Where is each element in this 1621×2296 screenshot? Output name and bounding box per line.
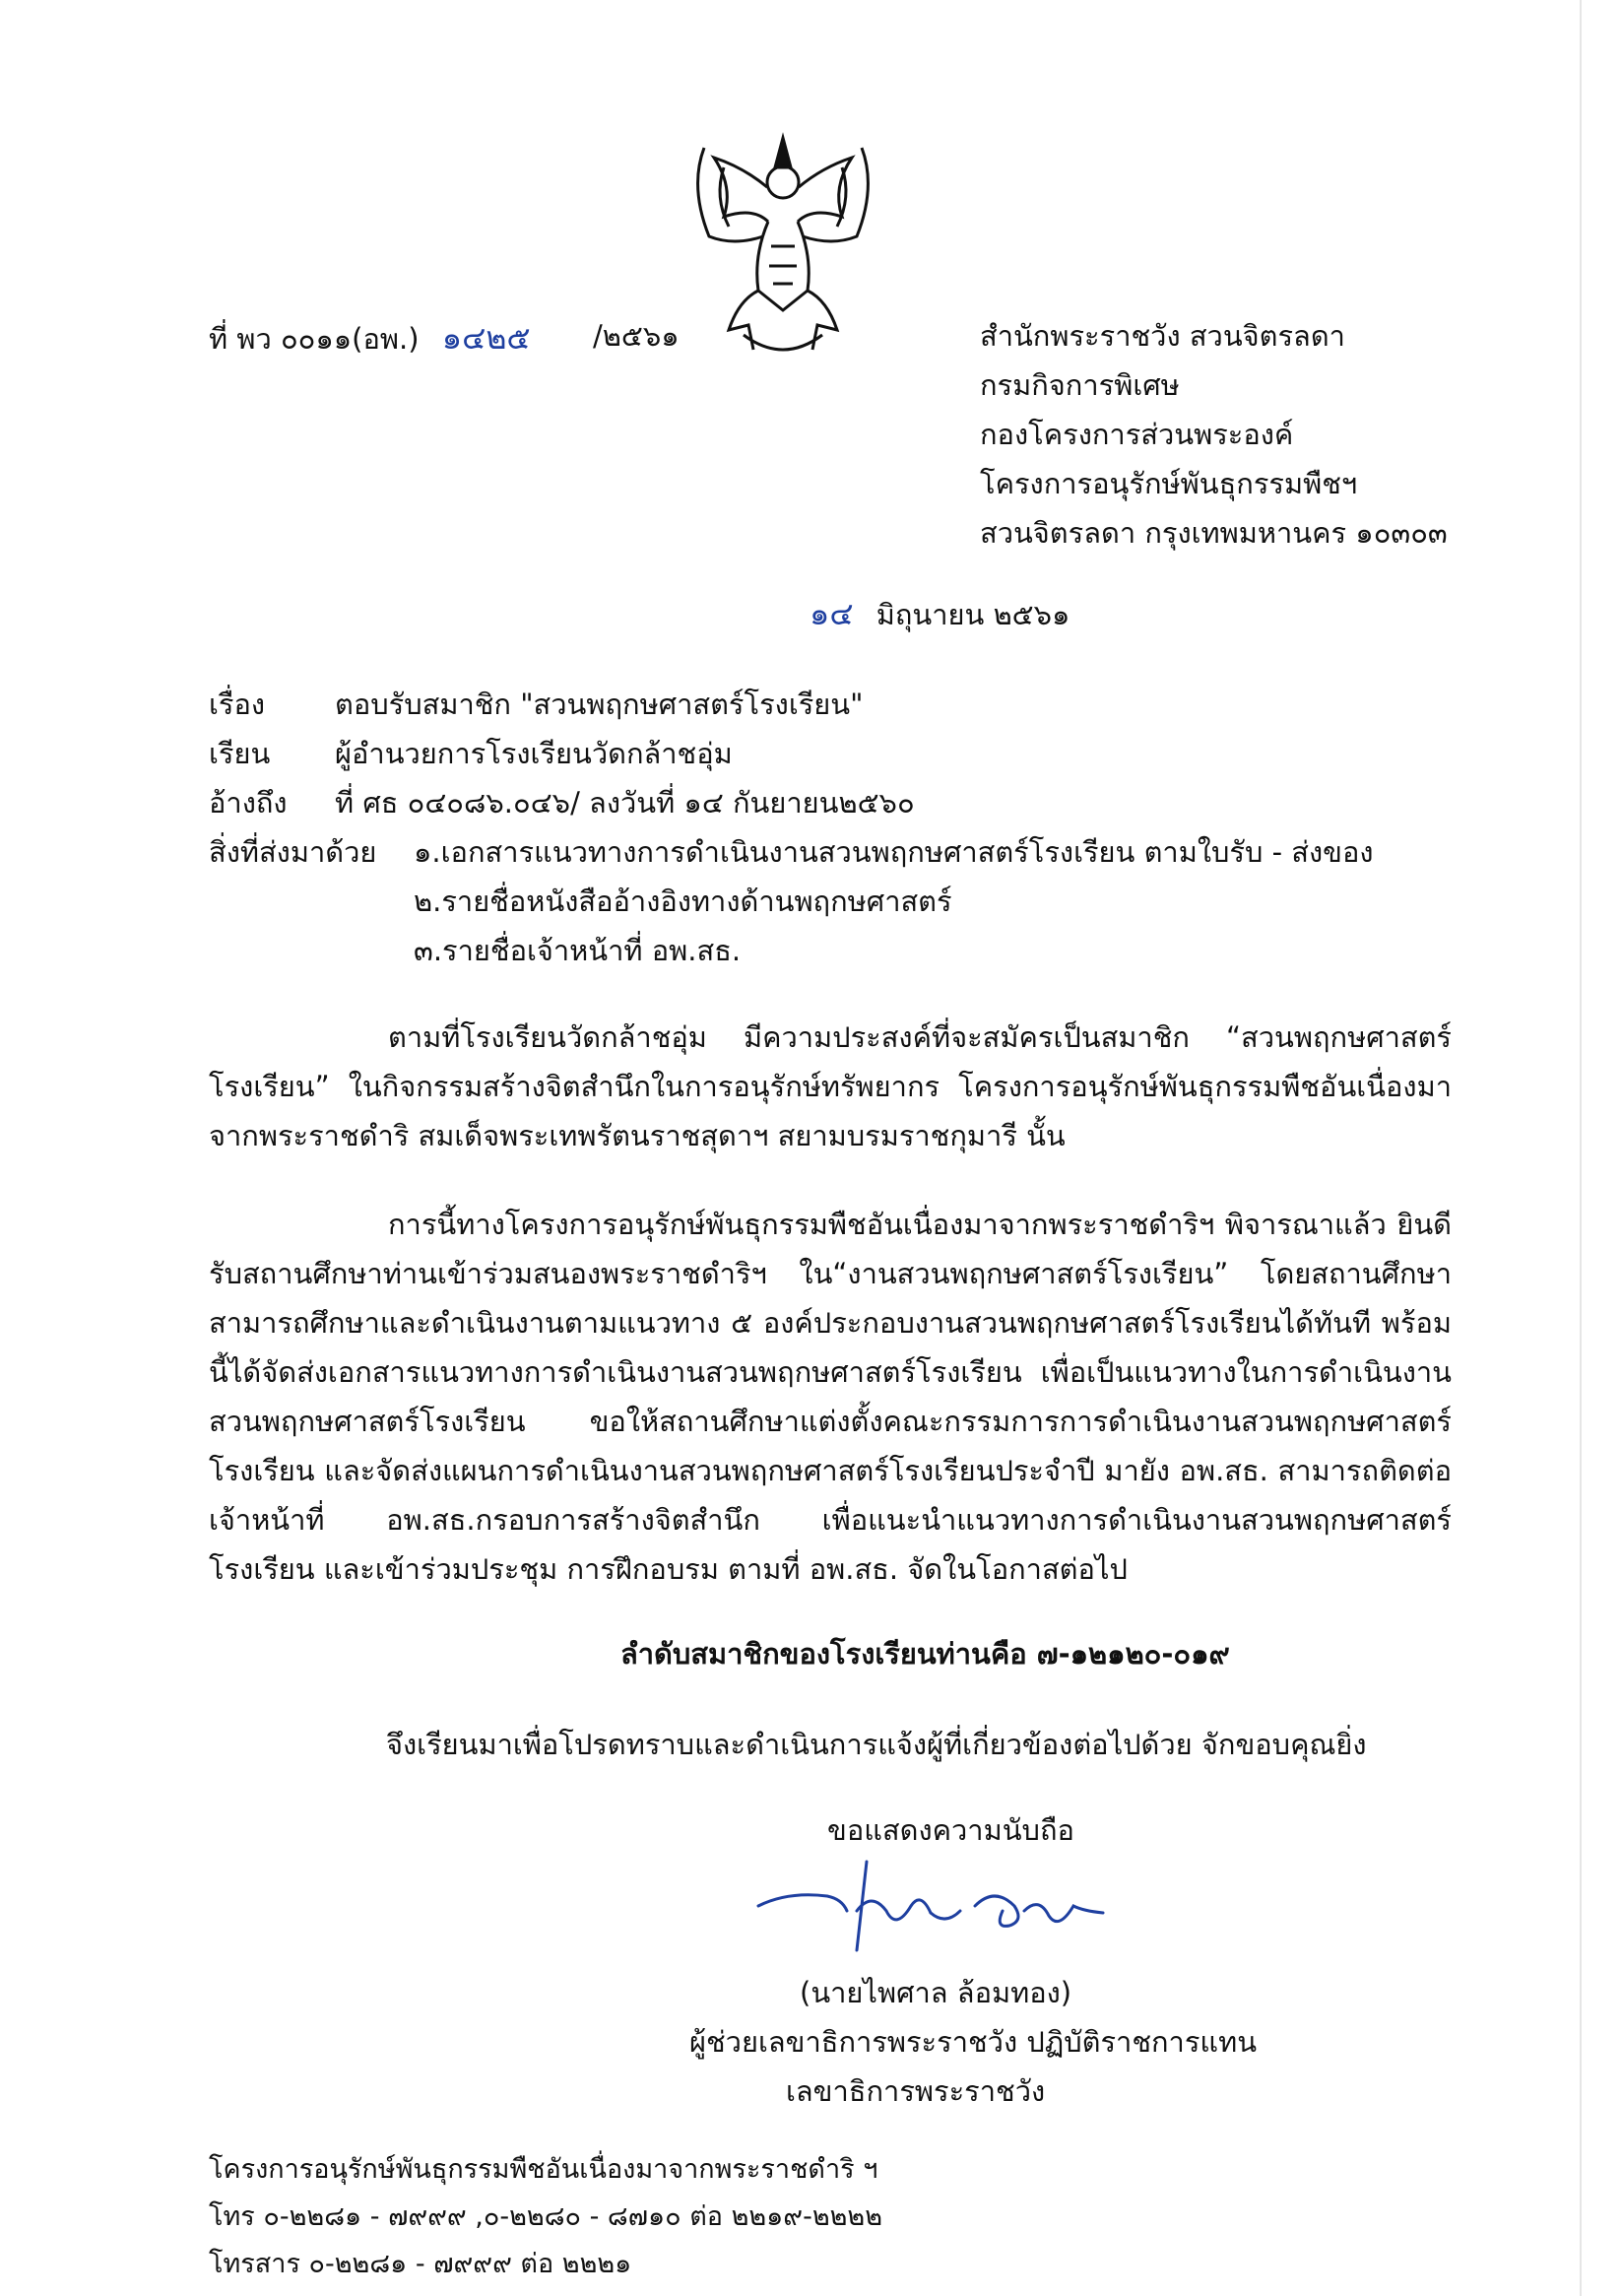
sender-line-4: โครงการอนุรักษ์พันธุกรรมพืชฯ xyxy=(980,467,1358,500)
body-paragraph-2-text: การนี้ทางโครงการอนุรักษ์พันธุกรรมพืชอันเนื่องมาจากพระราชดำริฯ พิจารณาแล้ว ยินดีรับสถานศึกษาท่านเข้าร่วมสนองพระราชดำริฯ ใน“งานสวนพฤกษศาสตร์โรงเรียน” โดยสถานศึกษาสามารถศึกษาและดำเนินงานตามแนวทาง ๕ องค์ประกอบงานสวนพฤกษศาสตร์โรงเรียนได้ทันที พร้อมนี้ได้จัดส่งเอกสารแนวทางการดำเนินงานสวนพฤกษศาสตร์โรงเรียน เพื่อเป็นแนวทางในการดำเนินงานสวนพฤกษศาสตร์โรงเรียน ขอให้สถานศึกษาแต่งตั้งคณะกรรมการการดำเนินงานสวนพฤกษศาสตร์โรงเรียน และจัดส่งแผนการดำเนินงานสวนพฤกษศาสตร์โรงเรียนประจำปี มายัง อพ.สธ. สามารถติดต่อเจ้าหน้าที่ อพ.สธ.กรอบการสร้างจิตสำนึก เพื่อแนะนำแนวทางการดำเนินงานสวนพฤกษศาสตร์โรงเรียน และเข้าร่วมประชุม การฝึกอบรม ตามที่ อพ.สธ. จัดในโอกาสต่อไป xyxy=(209,1208,1452,1586)
date-month-year: มิถุนายน ๒๕๖๑ xyxy=(875,598,1070,631)
regards: ขอแสดงความนับถือ xyxy=(827,1813,1074,1847)
member-number: ลำดับสมาชิกของโรงเรียนท่านคือ ๗-๑๒๑๒๐-๐๑๙ xyxy=(620,1637,1230,1671)
body-paragraph-2 xyxy=(209,1200,1452,1594)
handwritten-signature xyxy=(748,1852,1123,1960)
signer-title-1: ผู้ช่วยเลขาธิการพระราชวัง ปฏิบัติราชการแทน xyxy=(689,2025,1258,2059)
sender-line-2: กรมกิจการพิเศษ xyxy=(980,368,1180,402)
body-paragraph-1-text: ตามที่โรงเรียนวัดกล้าชอุ่ม มีความประสงค์ที่จะสมัครเป็นสมาชิก “สวนพฤกษศาสตร์โรงเรียน” ในกิจกรรมสร้างจิตสำนึกในการอนุรักษ์ทรัพยากร โครงการอนุรักษ์พันธุกรรมพืชอันเนื่องมาจากพระราชดำริ สมเด็จพระเทพรัตนราชสุดาฯ สยามบรมราชกุมารี นั้น xyxy=(209,1020,1452,1152)
footer-line-2: โทร ๐-๒๒๘๑ - ๗๙๙๙ ,๐-๒๒๘๐ - ๘๗๑๐ ต่อ ๒๒๑๙-๒๒๒๒ xyxy=(209,2201,883,2232)
reference-label: อ้างถึง xyxy=(209,786,288,820)
enclosure-item-3: ๓.รายชื่อเจ้าหน้าที่ อพ.สธ. xyxy=(414,934,742,967)
reference-number-prefix: ที่ พว ๐๐๑๑(อพ.) xyxy=(209,322,420,356)
date-day-handwritten: ๑๔ xyxy=(810,595,854,632)
footer-line-3: โทรสาร ๐-๒๒๘๑ - ๗๙๙๙ ต่อ ๒๒๒๑ xyxy=(209,2249,632,2279)
sender-line-5: สวนจิตรลดา กรุงเทพมหานคร ๑๐๓๐๓ xyxy=(980,516,1448,550)
sender-line-3: กองโครงการส่วนพระองค์ xyxy=(980,418,1294,451)
reference-number-handwritten: ๑๔๒๕ xyxy=(441,319,531,357)
subject-label: เรื่อง xyxy=(209,688,266,721)
sender-line-1: สำนักพระราชวัง สวนจิตรลดา xyxy=(980,319,1345,353)
scan-edge-line xyxy=(1580,0,1582,2296)
recipient-label: เรียน xyxy=(209,737,271,770)
reference-number xyxy=(209,313,531,363)
signer-name: (นายไพศาล ล้อมทอง) xyxy=(800,1976,1072,2009)
enclosure-label: สิ่งที่ส่งมาด้วย xyxy=(209,835,377,869)
footer-line-1: โครงการอนุรักษ์พันธุกรรมพืชอันเนื่องมาจากพระราชดำริ ฯ xyxy=(209,2154,878,2185)
reference-year: /๒๕๖๑ xyxy=(593,319,680,353)
enclosure-item-1: ๑.เอกสารแนวทางการดำเนินงานสวนพฤกษศาสตร์โรงเรียน ตามใบรับ - ส่งของ xyxy=(414,835,1374,869)
body-paragraph-1 xyxy=(209,1013,1452,1160)
garuda-emblem xyxy=(684,128,881,364)
enclosure-item-2: ๒.รายชื่อหนังสืออ้างอิงทางด้านพฤกษศาสตร์ xyxy=(414,885,952,918)
letter-date xyxy=(810,589,1070,639)
subject-text: ตอบรับสมาชิก "สวนพฤกษศาสตร์โรงเรียน" xyxy=(335,688,864,721)
signer-title-2: เลขาธิการพระราชวัง xyxy=(786,2074,1046,2108)
closing-line: จึงเรียนมาเพื่อโปรดทราบและดำเนินการแจ้งผู้ที่เกี่ยวข้องต่อไปด้วย จักขอบคุณยิ่ง xyxy=(386,1728,1367,1761)
reference-text: ที่ ศธ ๐๔๐๘๖.๐๔๖/ ลงวันที่ ๑๔ กันยายน๒๕๖๐ xyxy=(335,786,915,820)
recipient-text: ผู้อำนวยการโรงเรียนวัดกล้าชอุ่ม xyxy=(335,737,733,770)
